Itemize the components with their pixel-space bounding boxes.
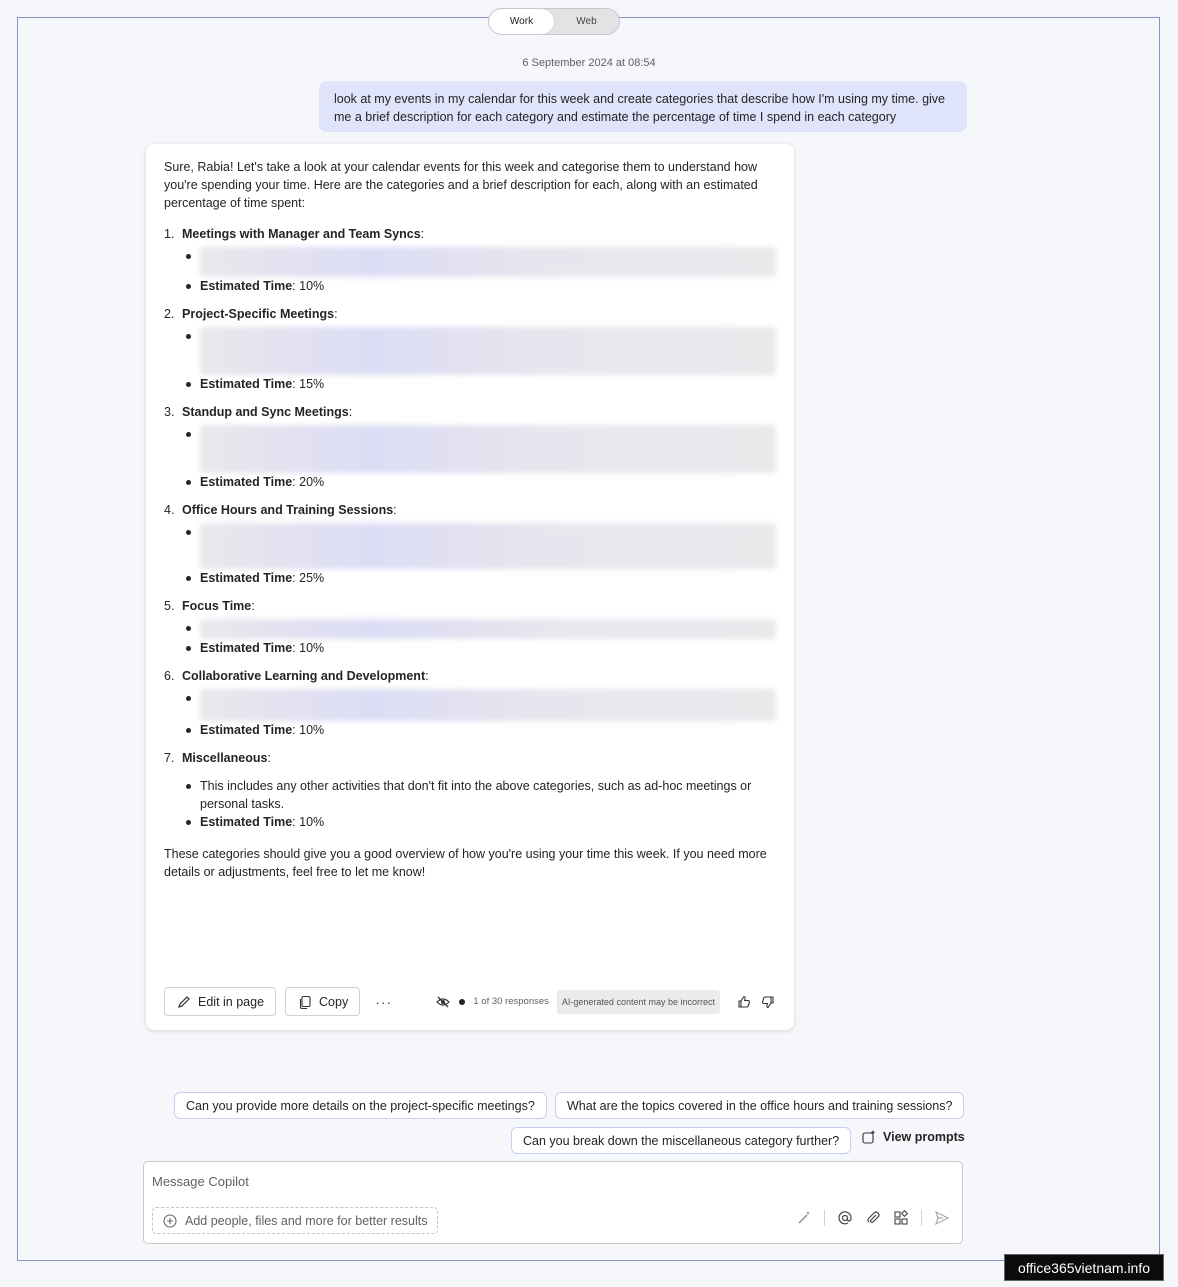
suggestion-chip[interactable]: Can you provide more details on the project-specific meetings? xyxy=(174,1092,547,1119)
estimated-time: Estimated Time: 10% xyxy=(164,277,776,295)
response-count[interactable]: 1 of 30 responses xyxy=(473,995,549,1007)
send-icon[interactable] xyxy=(934,1210,950,1226)
user-message: look at my events in my calendar for this week and create categories that describe how I'm using my time. give me a brief description for each category and estimate the percentage of time I spend in each category xyxy=(319,81,967,132)
category-description xyxy=(164,619,776,639)
view-prompts-label: View prompts xyxy=(883,1130,965,1144)
pencil-icon xyxy=(176,994,192,1010)
estimated-time: Estimated Time: 15% xyxy=(164,375,776,393)
category-bullets xyxy=(164,327,776,393)
view-prompts-button[interactable] xyxy=(861,1129,965,1145)
category-number: 5. xyxy=(164,599,175,613)
copilot-response-card xyxy=(146,144,794,1030)
category-bullets xyxy=(164,689,776,739)
redacted-text xyxy=(200,327,776,375)
estimated-time: Estimated Time: 10% xyxy=(164,813,776,831)
more-options-button[interactable]: ··· xyxy=(375,993,393,1010)
thumbs-up-icon[interactable] xyxy=(736,994,752,1010)
category-description xyxy=(164,689,776,721)
response-actions xyxy=(164,987,776,1016)
suggestion-chip[interactable]: What are the topics covered in the office hours and training sessions? xyxy=(555,1092,964,1119)
redacted-text xyxy=(200,425,776,473)
estimated-time: Estimated Time: 25% xyxy=(164,569,776,587)
redacted-text xyxy=(200,689,776,721)
category-description xyxy=(164,247,776,277)
category-title: Collaborative Learning and Development xyxy=(182,669,426,683)
category-item: 2. Project-Specific Meetings: xyxy=(164,307,338,321)
category-title: Standup and Sync Meetings xyxy=(182,405,349,419)
response-intro: Sure, Rabia! Let's take a look at your calendar events for this week and categorise them to understand how you're spending your time. Here are the categories and a brief description for each, along with an estimated percentage of time spent: xyxy=(164,160,758,210)
category-number: 3. xyxy=(164,405,175,419)
category-item: 6. Collaborative Learning and Development: xyxy=(164,669,429,683)
magic-pen-icon[interactable] xyxy=(796,1210,812,1226)
category-title: Focus Time xyxy=(182,599,252,613)
add-context-button[interactable] xyxy=(152,1207,438,1234)
category-description: This includes any other activities that don't fit into the above categories, such as ad-hoc meetings or personal tasks. xyxy=(164,777,776,813)
redacted-text xyxy=(200,619,776,639)
mention-icon[interactable] xyxy=(837,1210,853,1226)
add-context-label: Add people, files and more for better results xyxy=(185,1213,428,1228)
category-title: Office Hours and Training Sessions xyxy=(182,503,394,517)
no-references-icon xyxy=(435,994,451,1010)
category-number: 7. xyxy=(164,751,175,765)
category-bullets xyxy=(164,523,776,587)
category-number: 4. xyxy=(164,503,175,517)
toolbar-divider xyxy=(921,1210,922,1226)
category-item: 5. Focus Time: xyxy=(164,599,255,613)
sparkle-book-icon xyxy=(861,1129,877,1145)
message-input[interactable]: Message Copilot xyxy=(152,1174,249,1189)
estimated-time: Estimated Time: 10% xyxy=(164,639,776,657)
category-title: Project-Specific Meetings xyxy=(182,307,335,321)
toggle-work[interactable]: Work xyxy=(489,9,554,34)
work-web-toggle[interactable] xyxy=(488,8,620,35)
toggle-web[interactable]: Web xyxy=(576,16,597,27)
category-description xyxy=(164,523,776,569)
response-indicator-dot xyxy=(459,999,465,1005)
category-item: 7. Miscellaneous: xyxy=(164,751,271,765)
suggestion-chip[interactable]: Can you break down the miscellaneous category further? xyxy=(511,1127,851,1154)
message-timestamp: 6 September 2024 at 08:54 xyxy=(522,57,656,69)
copy-label: Copy xyxy=(319,994,349,1009)
toolbar-divider xyxy=(824,1210,825,1226)
redacted-text xyxy=(200,523,776,569)
category-item: 3. Standup and Sync Meetings: xyxy=(164,405,353,419)
response-meta xyxy=(435,990,776,1014)
ai-disclaimer-badge: AI-generated content may be incorrect xyxy=(557,990,720,1014)
response-closing: These categories should give you a good overview of how you're using your time this week. If you need more details or adjustments, feel free to let me know! xyxy=(164,847,767,879)
category-number: 1. xyxy=(164,227,175,241)
estimated-time: Estimated Time: 10% xyxy=(164,721,776,739)
category-title: Miscellaneous xyxy=(182,751,268,765)
category-bullets xyxy=(164,425,776,491)
copy-icon xyxy=(297,994,313,1010)
plugins-icon[interactable] xyxy=(893,1210,909,1226)
add-circle-icon xyxy=(162,1213,178,1229)
category-item: 4. Office Hours and Training Sessions: xyxy=(164,503,397,517)
thumbs-down-icon[interactable] xyxy=(760,994,776,1010)
category-number: 6. xyxy=(164,669,175,683)
category-number: 2. xyxy=(164,307,175,321)
edit-in-page-label: Edit in page xyxy=(198,994,265,1009)
category-description xyxy=(164,327,776,375)
edit-in-page-button[interactable] xyxy=(164,987,276,1016)
message-composer[interactable] xyxy=(143,1161,963,1244)
category-description xyxy=(164,425,776,473)
copy-button[interactable] xyxy=(285,987,360,1016)
estimated-time: Estimated Time: 20% xyxy=(164,473,776,491)
category-item: 1. Meetings with Manager and Team Syncs: xyxy=(164,227,425,241)
redacted-text xyxy=(200,247,776,277)
category-bullets xyxy=(164,619,776,657)
category-bullets xyxy=(164,247,776,295)
category-title: Meetings with Manager and Team Syncs xyxy=(182,227,421,241)
attach-icon[interactable] xyxy=(865,1210,881,1226)
composer-tools xyxy=(796,1210,950,1226)
watermark: office365vietnam.info xyxy=(1004,1254,1164,1281)
category-bullets xyxy=(164,777,776,831)
